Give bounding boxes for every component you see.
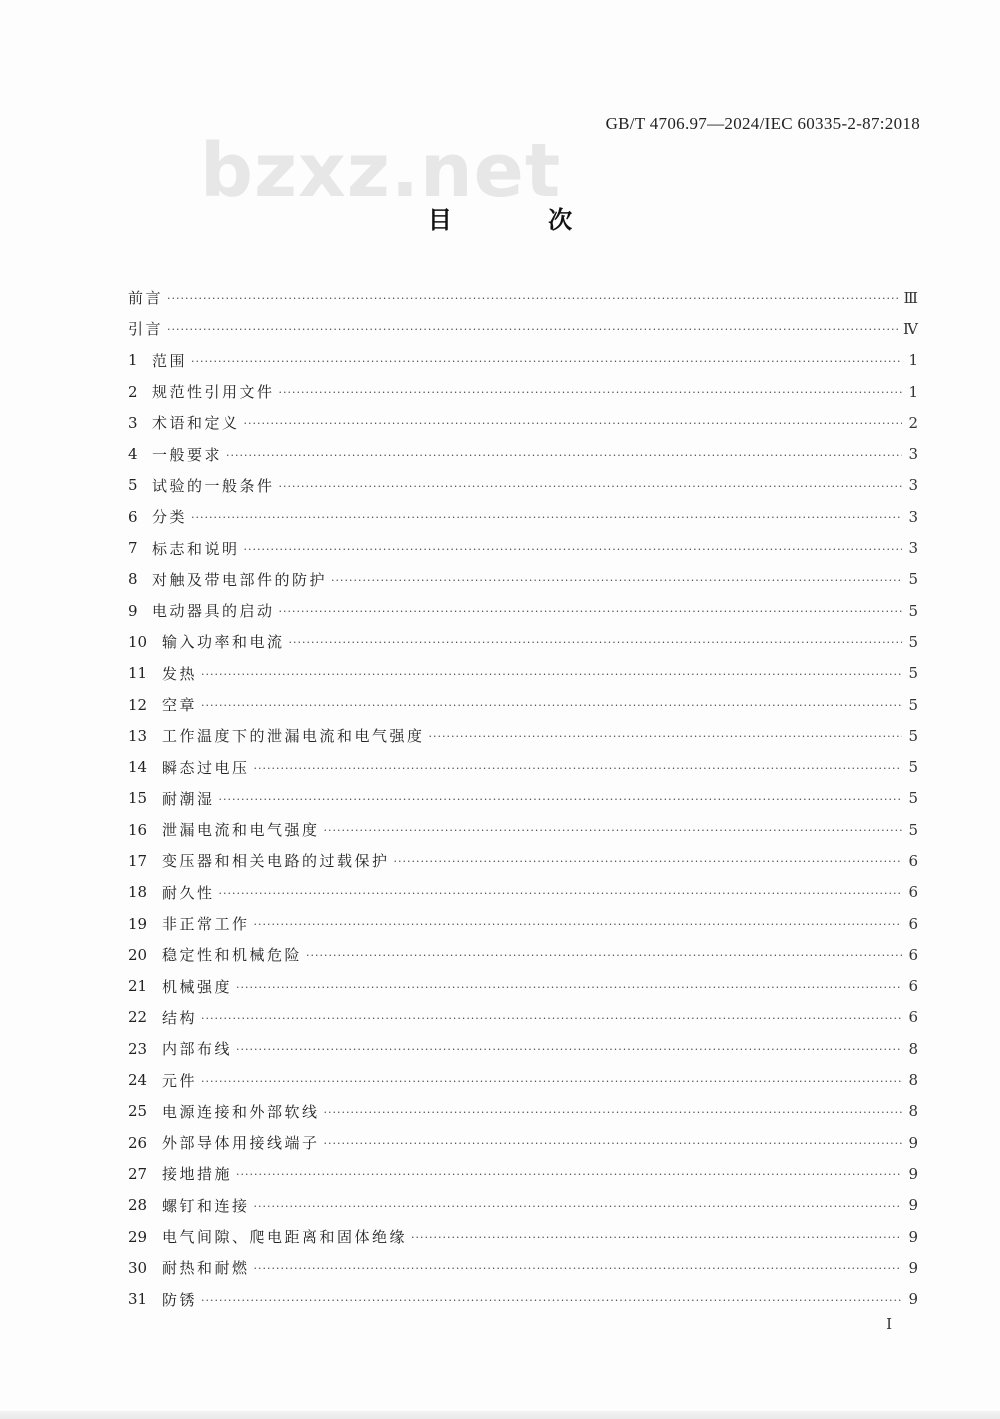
toc-entry-title: 耐潮湿 xyxy=(162,789,215,808)
toc-entry-number: 18 xyxy=(128,883,148,902)
toc-leader-dots xyxy=(279,480,902,493)
toc-leader-dots xyxy=(226,449,902,462)
toc-entry-page: 8 xyxy=(908,1071,918,1090)
toc-leader-dots xyxy=(254,1262,902,1275)
toc-entry-page: 9 xyxy=(908,1164,918,1183)
toc-entry-page: 9 xyxy=(908,1290,918,1309)
toc-entry-title: 结构 xyxy=(162,1008,198,1027)
toc-entry-number: 19 xyxy=(128,914,148,933)
toc-entry-number: 30 xyxy=(128,1258,148,1277)
toc-entry[interactable] xyxy=(128,595,918,626)
toc-entry-number: 22 xyxy=(128,1008,148,1027)
toc-entry-number: 5 xyxy=(128,476,138,495)
toc-entry-page: 9 xyxy=(908,1258,918,1277)
toc-entry-title: 电源连接和外部软线 xyxy=(162,1102,320,1121)
toc-leader-dots xyxy=(279,605,902,618)
toc-entry-page: 5 xyxy=(908,601,918,620)
toc-leader-dots xyxy=(324,1106,902,1119)
toc-entry-number: 29 xyxy=(128,1227,148,1246)
page-edge xyxy=(0,1411,1000,1419)
toc-entry-number: 8 xyxy=(128,570,138,589)
toc-entry[interactable] xyxy=(128,658,918,689)
toc-entry[interactable] xyxy=(128,313,918,344)
toc-entry-title: 规范性引用文件 xyxy=(152,383,275,402)
toc-leader-dots xyxy=(219,887,902,900)
toc-entry-page: 1 xyxy=(908,382,918,401)
toc-entry-number: 1 xyxy=(128,351,138,370)
toc-entry-page: 1 xyxy=(908,351,918,370)
toc-entry-title: 外部导体用接线端子 xyxy=(162,1134,320,1153)
toc-entry-title: 瞬态过电压 xyxy=(162,758,250,777)
toc-entry-title: 泄漏电流和电气强度 xyxy=(162,821,320,840)
toc-entry-title: 非正常工作 xyxy=(162,915,250,934)
watermark-logo: bzxz.net xyxy=(200,128,562,214)
toc-entry[interactable] xyxy=(128,407,918,438)
toc-entry[interactable] xyxy=(128,1064,918,1095)
toc-entry-page: 5 xyxy=(908,789,918,808)
toc-leader-dots xyxy=(306,949,902,962)
toc-entry[interactable] xyxy=(128,877,918,908)
page-number: I xyxy=(886,1315,892,1333)
toc-leader-dots xyxy=(429,730,902,743)
toc-entry-page: 6 xyxy=(908,1008,918,1027)
toc-entry[interactable] xyxy=(128,282,918,313)
toc-entry-page: Ⅲ xyxy=(903,288,918,307)
toc-entry-title: 耐热和耐燃 xyxy=(162,1259,250,1278)
toc-entry-title: 空章 xyxy=(162,696,198,714)
toc-entry-page: 3 xyxy=(908,476,918,495)
toc-entry-number: 11 xyxy=(128,664,148,683)
toc-entry[interactable] xyxy=(128,626,918,657)
toc-entry-page: 9 xyxy=(908,1227,918,1246)
toc-entry[interactable] xyxy=(128,345,918,376)
toc-leader-dots xyxy=(394,855,902,868)
toc-entry-number: 31 xyxy=(128,1290,148,1309)
toc-entry[interactable] xyxy=(128,1158,918,1189)
toc-leader-dots xyxy=(236,981,902,994)
toc-entry-page: 2 xyxy=(908,413,918,432)
toc-entry-title: 术语和定义 xyxy=(152,414,240,433)
toc-entry[interactable] xyxy=(128,532,918,563)
toc-entry-page: 9 xyxy=(908,1133,918,1152)
toc-entry-title: 内部布线 xyxy=(162,1040,233,1059)
toc-leader-dots xyxy=(167,292,900,305)
toc-entry[interactable] xyxy=(128,783,918,814)
toc-leader-dots xyxy=(201,699,902,712)
page-title: 目 次 xyxy=(427,205,617,234)
toc-entry-number: 25 xyxy=(128,1102,148,1121)
toc-entry-number: 3 xyxy=(128,413,138,432)
toc-entry[interactable] xyxy=(128,845,918,876)
toc-entry-page: 6 xyxy=(908,977,918,996)
toc-leader-dots xyxy=(279,386,902,399)
toc-entry-number: 6 xyxy=(128,507,138,526)
toc-entry-number: 23 xyxy=(128,1039,148,1058)
toc-entry-page: 8 xyxy=(908,1102,918,1121)
toc-entry-number: 21 xyxy=(128,977,148,996)
toc-entry-title: 发热 xyxy=(162,664,198,683)
toc-entry-title: 稳定性和机械危险 xyxy=(162,946,303,965)
toc-entry-title: 螺钉和连接 xyxy=(162,1196,250,1215)
toc-entry-title: 范围 xyxy=(152,351,188,370)
toc-entry-number: 27 xyxy=(128,1164,148,1183)
toc-entry-title: 分类 xyxy=(152,508,188,527)
toc-entry-number: 10 xyxy=(128,632,148,651)
toc-entry-number: 17 xyxy=(128,851,148,870)
toc-entry[interactable] xyxy=(128,1252,918,1283)
toc-leader-dots xyxy=(289,636,902,649)
toc-entry[interactable] xyxy=(128,908,918,939)
toc-entry-page: 3 xyxy=(908,507,918,526)
toc-leader-dots xyxy=(201,1012,902,1025)
toc-entry-number: 9 xyxy=(128,601,138,620)
toc-entry[interactable] xyxy=(128,751,918,782)
toc-entry-title: 输入功率和电流 xyxy=(162,633,285,652)
toc-entry-number: 16 xyxy=(128,820,148,839)
toc-entry-page: 6 xyxy=(908,851,918,870)
toc-leader-dots xyxy=(254,762,902,775)
toc-entry-number: 28 xyxy=(128,1196,148,1215)
toc-entry-page: 6 xyxy=(908,945,918,964)
toc-entry[interactable] xyxy=(128,689,918,720)
toc-entry-title: 机械强度 xyxy=(162,977,233,996)
table-of-contents xyxy=(128,282,918,1315)
toc-entry-title: 前言 xyxy=(128,289,164,308)
toc-entry-page: 5 xyxy=(908,664,918,683)
toc-entry-number: 12 xyxy=(128,695,148,714)
toc-entry-page: 5 xyxy=(908,726,918,745)
toc-entry[interactable] xyxy=(128,971,918,1002)
toc-leader-dots xyxy=(244,543,902,556)
toc-entry-number: 15 xyxy=(128,789,148,808)
toc-entry[interactable] xyxy=(128,814,918,845)
toc-leader-dots xyxy=(201,1294,902,1307)
toc-entry-page: 5 xyxy=(908,695,918,714)
standard-code: GB/T 4706.97—2024/IEC 60335-2-87:2018 xyxy=(605,114,920,133)
toc-entry[interactable] xyxy=(128,1221,918,1252)
toc-leader-dots xyxy=(201,668,902,681)
toc-leader-dots xyxy=(324,824,902,837)
toc-entry[interactable] xyxy=(128,376,918,407)
toc-entry-title: 防锈 xyxy=(162,1290,198,1309)
toc-entry[interactable] xyxy=(128,470,918,501)
toc-entry[interactable] xyxy=(128,1284,918,1315)
toc-leader-dots xyxy=(254,918,902,931)
toc-entry[interactable] xyxy=(128,1002,918,1033)
toc-entry-page: 5 xyxy=(908,570,918,589)
toc-entry[interactable] xyxy=(128,564,918,595)
toc-entry-number: 7 xyxy=(128,539,138,558)
toc-entry-page: 3 xyxy=(908,539,918,558)
toc-entry-title: 变压器和相关电路的过载保护 xyxy=(162,852,390,871)
toc-entry-page: 3 xyxy=(908,445,918,464)
toc-entry-title: 标志和说明 xyxy=(152,539,240,558)
toc-entry-title: 引言 xyxy=(128,320,164,339)
toc-entry-title: 一般要求 xyxy=(152,445,223,464)
toc-entry-page: Ⅳ xyxy=(903,319,918,338)
toc-entry[interactable] xyxy=(128,720,918,751)
toc-entry-number: 4 xyxy=(128,445,138,464)
toc-leader-dots xyxy=(167,323,899,336)
toc-entry[interactable] xyxy=(128,1096,918,1127)
toc-leader-dots xyxy=(236,1168,902,1181)
toc-entry[interactable] xyxy=(128,939,918,970)
toc-entry-number: 24 xyxy=(128,1071,148,1090)
toc-entry[interactable] xyxy=(128,1190,918,1221)
toc-entry-title: 工作温度下的泄漏电流和电气强度 xyxy=(162,727,425,746)
toc-entry-title: 试验的一般条件 xyxy=(152,476,275,495)
toc-leader-dots xyxy=(236,1043,902,1056)
toc-entry-number: 20 xyxy=(128,945,148,964)
toc-leader-dots xyxy=(331,574,902,587)
toc-entry-title: 电气间隙、爬电距离和固体绝缘 xyxy=(162,1228,408,1247)
toc-entry[interactable] xyxy=(128,501,918,532)
toc-entry[interactable] xyxy=(128,438,918,469)
toc-leader-dots xyxy=(201,1075,902,1088)
toc-leader-dots xyxy=(254,1200,902,1213)
toc-leader-dots xyxy=(411,1231,902,1244)
toc-entry-number: 26 xyxy=(128,1133,148,1152)
toc-entry-page: 5 xyxy=(908,632,918,651)
toc-entry[interactable] xyxy=(128,1033,918,1064)
toc-leader-dots xyxy=(219,793,902,806)
toc-entry-number: 13 xyxy=(128,726,148,745)
toc-entry-title: 电动器具的启动 xyxy=(152,602,275,621)
toc-entry-page: 9 xyxy=(908,1196,918,1215)
toc-entry-page: 6 xyxy=(908,883,918,902)
toc-leader-dots xyxy=(191,511,902,524)
toc-leader-dots xyxy=(324,1137,902,1150)
toc-entry-page: 5 xyxy=(908,820,918,839)
toc-entry[interactable] xyxy=(128,1127,918,1158)
toc-entry-title: 对触及带电部件的防护 xyxy=(152,570,328,589)
toc-entry-page: 8 xyxy=(908,1039,918,1058)
toc-entry-page: 5 xyxy=(908,758,918,777)
toc-entry-page: 6 xyxy=(908,914,918,933)
toc-entry-number: 2 xyxy=(128,382,138,401)
toc-entry-title: 元件 xyxy=(162,1071,198,1090)
toc-leader-dots xyxy=(191,355,902,368)
toc-entry-number: 14 xyxy=(128,758,148,777)
toc-entry-title: 接地措施 xyxy=(162,1165,233,1184)
toc-entry-title: 耐久性 xyxy=(162,883,215,902)
toc-leader-dots xyxy=(244,417,902,430)
